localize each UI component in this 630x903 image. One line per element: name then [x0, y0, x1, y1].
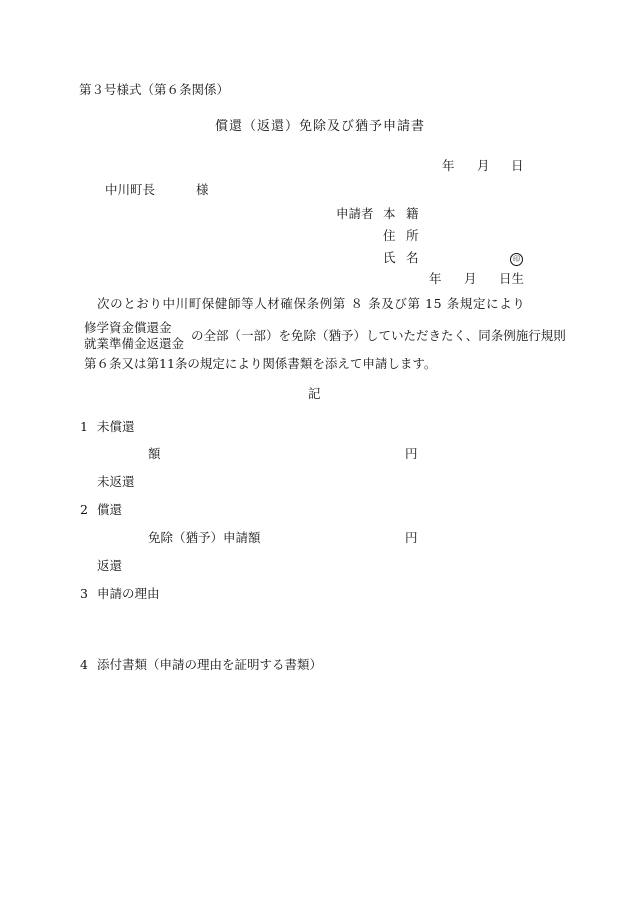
section-4-number: 4: [80, 657, 88, 672]
section-1-label-a: 未償還: [97, 419, 135, 434]
fund-type-2: 就業準備金返還金: [84, 335, 185, 351]
section-2-number: 2: [80, 502, 88, 517]
addressee-honorific: 様: [196, 182, 209, 197]
section-1-yen: 円: [405, 446, 418, 461]
jusho-label-2: 所: [406, 228, 419, 243]
section-2-yen: 円: [405, 530, 418, 545]
section-1-label-b: 未返還: [97, 474, 135, 489]
seal-char: 印: [510, 253, 523, 266]
fund-type-1: 修学資金償還金: [84, 320, 172, 335]
body-line-2: の全部（一部）を免除（猶予）していただきたく、同条例施行規則: [191, 328, 566, 343]
fund-type-stack: [84, 320, 184, 351]
section-1-number: 1: [80, 419, 88, 434]
form-label: 第３号様式（第６条関係）: [79, 82, 230, 97]
section-2-label-a: 償還: [97, 502, 123, 517]
shimei-label-1: 氏: [383, 250, 396, 265]
body-line-3: 第６条又は第11条の規定により関係書類を添えて申請します。: [84, 356, 437, 371]
jusho-label-1: 住: [383, 228, 396, 243]
honseki-label-2: 籍: [406, 206, 419, 221]
shimei-label-2: 名: [406, 250, 419, 265]
section-2-amount-label: 免除（猶予）申請額: [148, 530, 261, 545]
date-month-label: 月: [477, 158, 490, 173]
section-1-gaku: 額: [148, 446, 161, 461]
ki-heading: 記: [308, 386, 321, 401]
section-4-label: 添付書類（申請の理由を証明する書類）: [97, 657, 323, 672]
seal-mark-icon: [510, 251, 523, 266]
document-title: 償還（返還）免除及び猶予申請書: [215, 119, 426, 134]
section-2-label-b: 返還: [97, 558, 123, 573]
addressee-name: 中川町長: [105, 182, 156, 197]
section-3-label: 申請の理由: [97, 586, 160, 601]
birth-day-label: 日生: [499, 271, 525, 286]
birth-year-label: 年: [429, 271, 442, 286]
honseki-label-1: 本: [383, 206, 396, 221]
date-year-label: 年: [442, 158, 455, 173]
body-line-1: 次のとおり中川町保健師等人材確保条例第 ８ 条及び第 15 条規定により: [97, 296, 526, 311]
section-3-number: 3: [80, 586, 88, 601]
birth-month-label: 月: [464, 271, 477, 286]
applicant-label: 申請者: [336, 206, 374, 221]
date-day-label: 日: [511, 158, 524, 173]
